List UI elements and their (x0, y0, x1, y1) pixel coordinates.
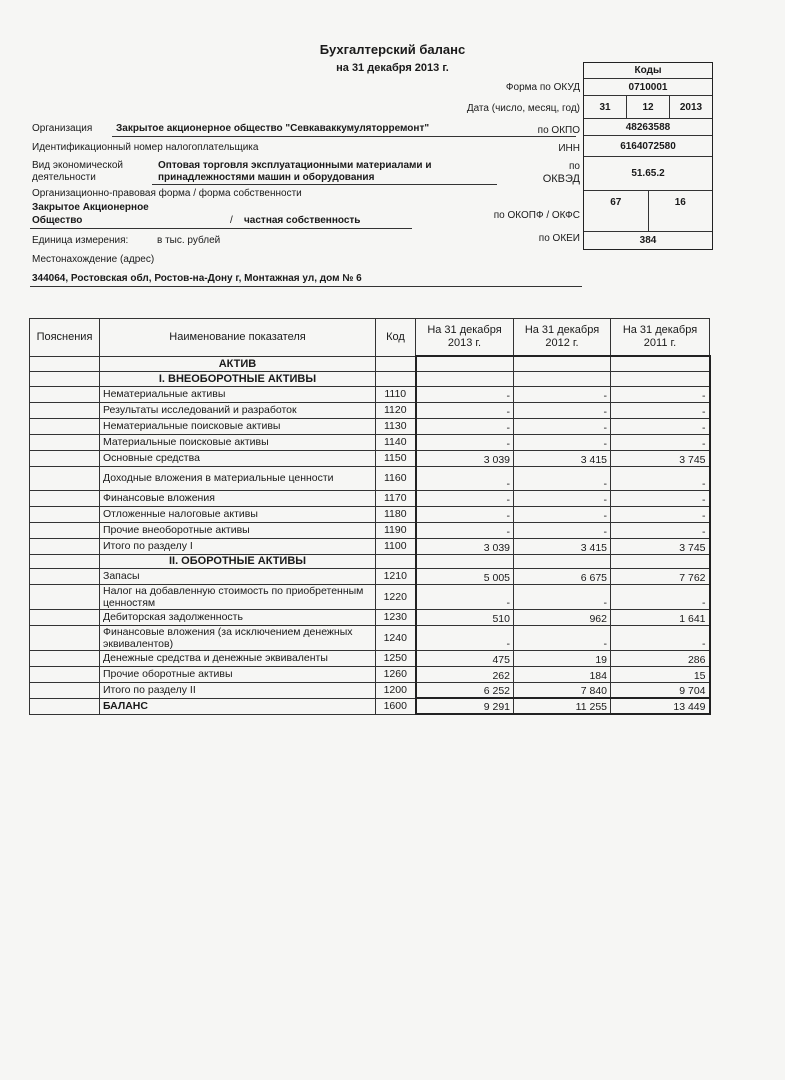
org-underline (112, 136, 576, 137)
activity-label-1: Вид экономической (32, 160, 123, 171)
row-value-2012: - (514, 418, 611, 434)
row-value-2011: - (611, 625, 710, 650)
row-name: Финансовые вложения (за исключением денежных эквивалентов) (100, 625, 376, 650)
table-row (30, 490, 710, 506)
row-code: 1140 (376, 434, 416, 450)
table-row (30, 402, 710, 418)
table-row (30, 584, 710, 609)
row-code: 1170 (376, 490, 416, 506)
row-value-2011: 7 762 (611, 568, 710, 584)
row-value-2011: 1 641 (611, 609, 710, 625)
inn-row-label: Идентификационный номер налогоплательщика (32, 142, 259, 153)
table-row (30, 650, 710, 666)
row-value-2011: - (611, 418, 710, 434)
row-value-2013: 3 039 (416, 450, 514, 466)
okved-code: 51.65.2 (631, 168, 665, 179)
row-code: 1120 (376, 402, 416, 418)
inn-code: 6164072580 (620, 140, 676, 152)
activity-label-2: деятельности (32, 172, 96, 183)
table-row (30, 538, 710, 554)
row-value-2011: - (611, 490, 710, 506)
row-code: 1100 (376, 538, 416, 554)
row-value-2013: - (416, 402, 514, 418)
table-row (30, 450, 710, 466)
okud-label: Форма по ОКУД (505, 82, 580, 93)
row-value-2013: 262 (416, 666, 514, 682)
row-name: Прочие оборотные активы (100, 666, 376, 682)
row-value-2012: 962 (514, 609, 611, 625)
row-code: 1200 (376, 682, 416, 698)
okpo-label: по ОКПО (537, 125, 580, 136)
row-code: 1210 (376, 568, 416, 584)
document-date: на 31 декабря 2013 г. (336, 62, 449, 74)
row-value-2012: - (514, 490, 611, 506)
row-value-2012: - (514, 625, 611, 650)
date-day: 31 (599, 101, 611, 113)
date-month: 12 (626, 96, 669, 118)
row-name: Итого по разделу II (100, 682, 376, 698)
legal-form-1: Закрытое Акционерное (32, 202, 149, 213)
row-value-2011: 3 745 (611, 450, 710, 466)
section1-row (30, 371, 710, 386)
section2-row (30, 554, 710, 568)
ownership: частная собственность (244, 215, 361, 226)
table-row (30, 625, 710, 650)
legal-form-slash: / (230, 215, 233, 226)
row-name: Итого по разделу I (100, 538, 376, 554)
row-value-2011: 3 745 (611, 538, 710, 554)
table-row (30, 522, 710, 538)
row-value-2012: 3 415 (514, 450, 611, 466)
row-value-2013: - (416, 490, 514, 506)
unit-value: в тыс. рублей (157, 235, 221, 246)
row-code: 1150 (376, 450, 416, 466)
row-name: БАЛАНС (100, 698, 376, 714)
asset-heading-row (30, 356, 710, 371)
row-name: Нематериальные поисковые активы (100, 418, 376, 434)
row-value-2013: - (416, 625, 514, 650)
row-value-2011: - (611, 402, 710, 418)
legal-form-underline (30, 228, 412, 229)
org-label: Организация (32, 123, 93, 134)
row-value-2013: - (416, 584, 514, 609)
table-row (30, 568, 710, 584)
row-value-2013: 475 (416, 650, 514, 666)
row-code: 1220 (376, 584, 416, 609)
okei-code: 384 (639, 235, 657, 246)
org-name: Закрытое акционерное общество "Севкаваккумуляторремонт" (116, 123, 430, 134)
row-value-2012: 3 415 (514, 538, 611, 554)
address-label: Местонахождение (адрес) (32, 254, 155, 265)
col-code: Код (376, 319, 416, 357)
row-name: Налог на добавленную стоимость по приобретенным ценностям (100, 584, 376, 609)
row-value-2012: 19 (514, 650, 611, 666)
row-value-2013: - (416, 386, 514, 402)
table-row (30, 682, 710, 698)
row-code: 1180 (376, 506, 416, 522)
row-name: Доходные вложения в материальные ценности (100, 466, 376, 490)
row-code: 1110 (376, 386, 416, 402)
address: 344064, Ростовская обл, Ростов-на-Дону г, Монтажная ул, дом № 6 (32, 273, 362, 284)
row-name: Основные средства (100, 450, 376, 466)
row-code: 1230 (376, 609, 416, 625)
row-value-2012: - (514, 466, 611, 490)
col-notes: Пояснения (30, 319, 100, 357)
table-row (30, 506, 710, 522)
row-value-2012: - (514, 522, 611, 538)
col-name: Наименование показателя (100, 319, 376, 357)
section2-heading: II. ОБОРОТНЫЕ АКТИВЫ (100, 554, 376, 568)
row-value-2011: - (611, 386, 710, 402)
table-row (30, 434, 710, 450)
date-label: Дата (число, месяц, год) (466, 103, 580, 114)
row-value-2013: 5 005 (416, 568, 514, 584)
activity-line-1: Оптовая торговля эксплуатационными материалами и (158, 160, 432, 171)
address-underline (30, 286, 582, 287)
inn-label: ИНН (558, 143, 580, 154)
row-value-2012: 184 (514, 666, 611, 682)
row-value-2012: - (514, 402, 611, 418)
row-value-2012: - (514, 506, 611, 522)
table-row (30, 698, 710, 714)
codes-heading: Коды (634, 65, 662, 76)
row-name: Денежные средства и денежные эквиваленты (100, 650, 376, 666)
row-value-2013: 9 291 (416, 698, 514, 714)
col-2011: На 31 декабря 2011 г. (611, 319, 710, 357)
row-value-2013: 510 (416, 609, 514, 625)
row-value-2011: 286 (611, 650, 710, 666)
row-value-2013: - (416, 466, 514, 490)
row-value-2013: - (416, 434, 514, 450)
codes-box (583, 62, 713, 250)
row-value-2011: - (611, 522, 710, 538)
activity-underline (152, 184, 497, 185)
okud-code: 0710001 (628, 81, 668, 93)
row-name: Материальные поисковые активы (100, 434, 376, 450)
row-value-2013: - (416, 418, 514, 434)
okved-label-1: по (569, 161, 580, 172)
table-row (30, 609, 710, 625)
row-code: 1190 (376, 522, 416, 538)
legal-form-2: Общество (32, 215, 83, 226)
row-name: Нематериальные активы (100, 386, 376, 402)
row-value-2011: - (611, 434, 710, 450)
row-code: 1130 (376, 418, 416, 434)
okopf-label: по ОКОПФ / ОКФС (493, 210, 580, 221)
row-value-2011: 13 449 (611, 698, 710, 714)
balance-table (29, 318, 711, 715)
row-value-2013: - (416, 522, 514, 538)
row-value-2011: 9 704 (611, 682, 710, 698)
table-row (30, 466, 710, 490)
row-value-2011: - (611, 506, 710, 522)
row-code: 1250 (376, 650, 416, 666)
okved-label-2: ОКВЭД (542, 173, 580, 185)
row-code: 1260 (376, 666, 416, 682)
okei-label: по ОКЕИ (538, 233, 580, 244)
row-name: Отложенные налоговые активы (100, 506, 376, 522)
row-code: 1600 (376, 698, 416, 714)
table-row (30, 418, 710, 434)
unit-label: Единица измерения: (32, 235, 129, 246)
row-name: Результаты исследований и разработок (100, 402, 376, 418)
row-value-2012: - (514, 584, 611, 609)
activity-line-2: принадлежностями машин и оборудования (158, 172, 375, 183)
row-name: Финансовые вложения (100, 490, 376, 506)
row-value-2012: 7 840 (514, 682, 611, 698)
row-value-2012: 6 675 (514, 568, 611, 584)
row-value-2011: 15 (611, 666, 710, 682)
row-value-2013: 3 039 (416, 538, 514, 554)
row-code: 1160 (376, 466, 416, 490)
section1-heading: I. ВНЕОБОРОТНЫЕ АКТИВЫ (100, 371, 376, 386)
row-code: 1240 (376, 625, 416, 650)
table-row (30, 386, 710, 402)
row-value-2011: - (611, 584, 710, 609)
col-2013: На 31 декабря 2013 г. (416, 319, 514, 357)
table-header-row (30, 319, 710, 357)
row-value-2013: 6 252 (416, 682, 514, 698)
row-name: Запасы (100, 568, 376, 584)
row-value-2011: - (611, 466, 710, 490)
row-name: Дебиторская задолженность (100, 609, 376, 625)
col-2012: На 31 декабря 2012 г. (514, 319, 611, 357)
okfs-code: 16 (648, 191, 713, 231)
row-value-2012: 11 255 (514, 698, 611, 714)
row-name: Прочие внеоборотные активы (100, 522, 376, 538)
legal-form-label: Организационно-правовая форма / форма собственности (32, 188, 302, 199)
row-value-2012: - (514, 434, 611, 450)
row-value-2012: - (514, 386, 611, 402)
okopf-code: 67 (610, 197, 622, 208)
table-row (30, 666, 710, 682)
row-value-2013: - (416, 506, 514, 522)
document-title: Бухгалтерский баланс (319, 42, 466, 57)
date-year: 2013 (669, 96, 712, 118)
asset-heading: АКТИВ (100, 356, 376, 371)
okpo-code: 48263588 (625, 121, 671, 133)
